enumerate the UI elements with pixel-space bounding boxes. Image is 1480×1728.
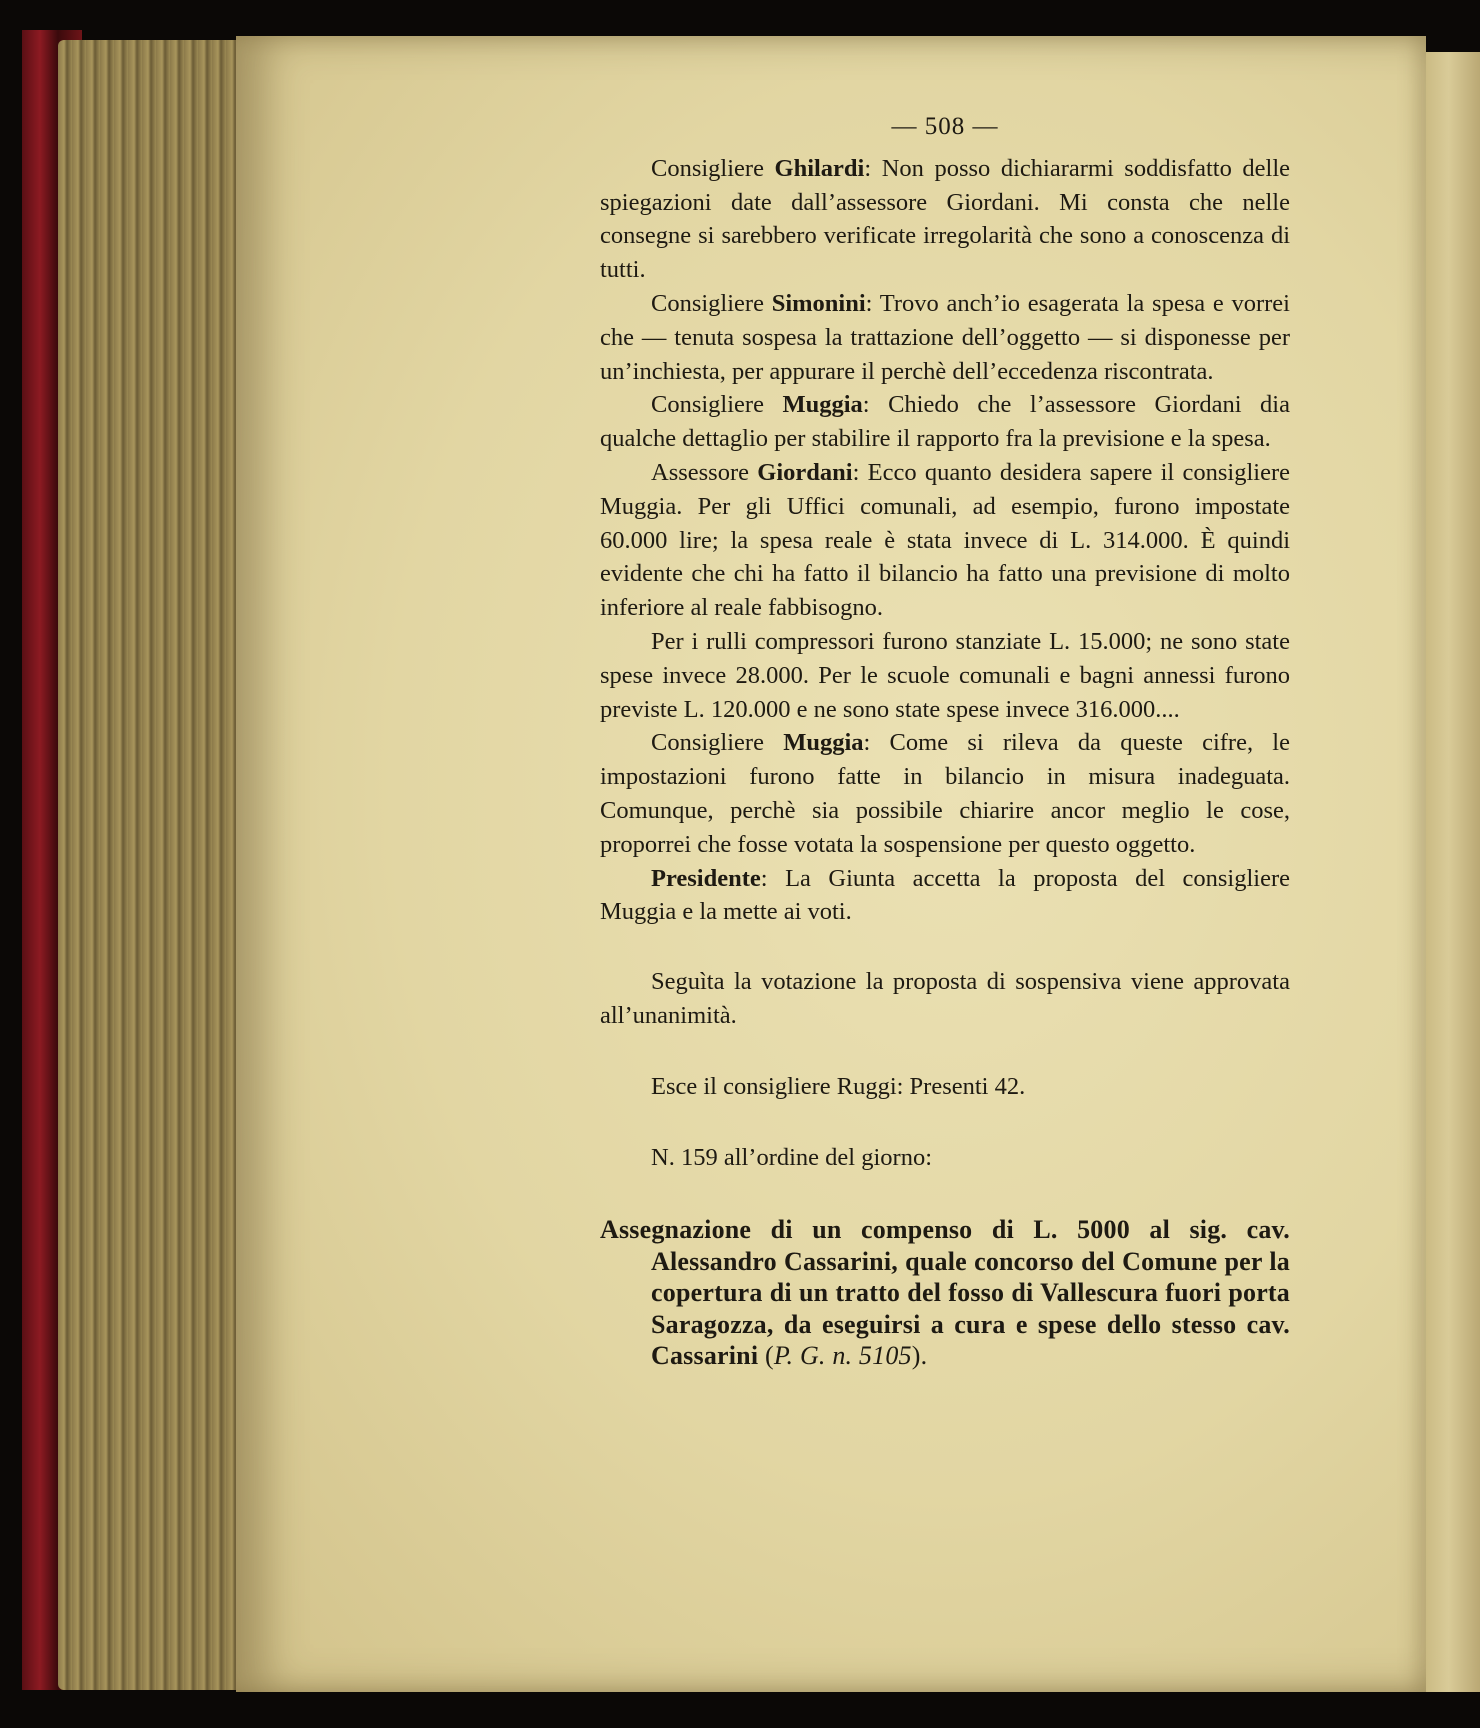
speaker-name: Simonini	[771, 289, 866, 317]
page-text	[600, 110, 1290, 1372]
exit-note: Esce il consigliere Ruggi: Presenti 42.	[651, 1072, 1026, 1100]
facing-page-edge	[1424, 52, 1480, 1692]
speaker-name: Ghilardi	[774, 154, 865, 182]
paragraph-ghilardi: Consigliere Ghilardi: Non posso dichiararmi soddisfatto delle spiegazioni date dall’assessore Giordani. Mi consta che nelle consegne si sarebbero verificate irregolarità che sono a conoscenza di tutti.	[600, 154, 1290, 284]
paragraph-muggia-1: Consigliere Muggia: Chiedo che l’assessore Giordani dia qualche dettaglio per stabilire il rapporto fra la previsione e la spesa.	[600, 391, 1290, 453]
speaker-name: Giordani	[757, 458, 853, 486]
paragraph-giordani: Assessore Giordani: Ecco quanto desidera sapere il consigliere Muggia. Per gli Uffici comunali, ad esempio, furono impostate 60.000 lire; la spesa reale è stata invece di L. 314.000. È quindi evidente che chi ha fatto il bilancio ha fatto una previsione di molto inferiore al reale fabbisogno.	[600, 458, 1290, 622]
item-reference: (P. G. n. 5105).	[758, 1341, 928, 1371]
paragraph-presidente: Presidente: La Giunta accetta la proposta del consigliere Muggia e la mette ai voti.	[600, 864, 1290, 926]
paragraph-muggia-2: Consigliere Muggia: Come si rileva da queste cifre, le impostazioni furono fatte in bilancio in misura inadeguata. Comunque, perchè sia possibile chiarire ancor meglio le cose, proporrei che fosse votata la sospensione per questo oggetto.	[600, 729, 1290, 858]
item-title: Assegnazione di un compenso di L. 5000 al sig. cav. Alessandro Cassarini, quale concorso del Comune per la copertura di un tratto del fosso di Vallescura fuori porta Saragozza, da eseguirsi a cura e spese dello stesso cav. Cassarini (P. G. n. 5105).	[600, 1215, 1290, 1371]
paragraph-rulli: Per i rulli compressori furono stanziate L. 15.000; ne sono state spese invece 28.000. Per le scuole comunali e bagni annessi furono previste L. 120.000 e ne sono state spese invece 316.000....	[600, 627, 1290, 723]
page-number: — 508 —	[891, 113, 999, 140]
speaker-name: Presidente	[651, 864, 761, 892]
paragraph-simonini: Consigliere Simonini: Trovo anch’io esagerata la spesa e vorrei che — tenuta sospesa la trattazione dell’oggetto — si disponesse per un’inchiesta, per appurare il perchè dell’eccedenza riscontrata.	[600, 289, 1290, 385]
agenda-item: N. 159 all’ordine del giorno:	[651, 1143, 933, 1171]
page-edges	[58, 40, 248, 1690]
speaker-name: Muggia	[782, 391, 863, 419]
speaker-name: Muggia	[783, 729, 864, 757]
vote-result: Seguìta la votazione la proposta di sospensiva viene approvata all’unanimità.	[600, 968, 1290, 1029]
